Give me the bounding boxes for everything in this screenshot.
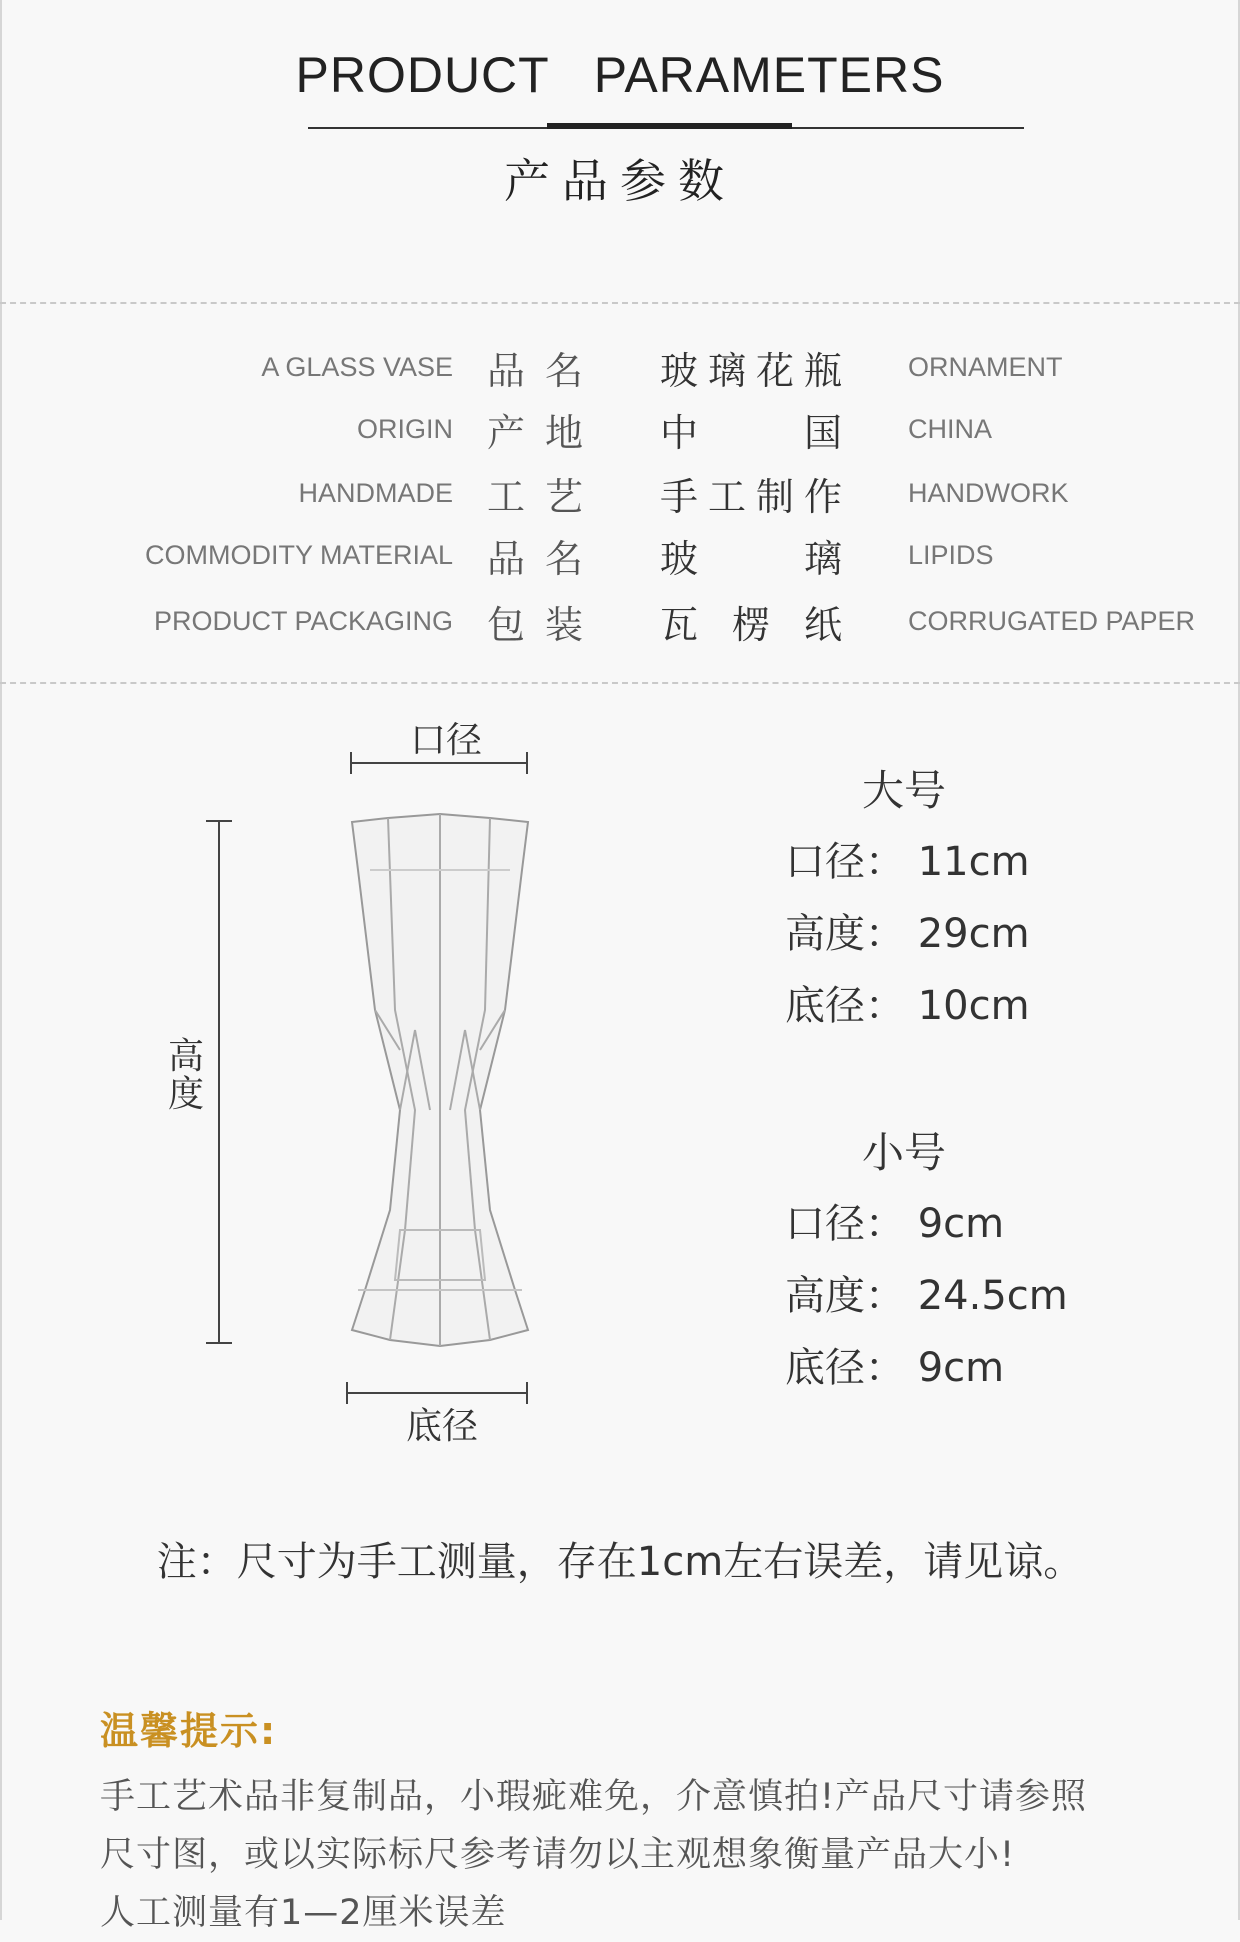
- param-value-char: 手: [660, 475, 699, 519]
- param-chinese-label: 品名: [487, 537, 604, 581]
- param-value-char: 瓶: [803, 349, 842, 393]
- size-small-height: 高度： 24.5cm: [785, 1273, 1068, 1319]
- param-row: [0, 594, 1240, 647]
- param-value-char: 璃: [707, 349, 746, 393]
- size-small-mouth: 口径： 9cm: [785, 1201, 1005, 1247]
- height-dimension-line: [218, 820, 220, 1344]
- param-chinese-value: [660, 466, 842, 521]
- param-chinese-value: [660, 402, 842, 457]
- param-value-char: 制: [755, 475, 794, 519]
- param-english-label: COMMODITY MATERIAL: [144, 540, 453, 570]
- dashed-divider-bottom: [0, 682, 1240, 684]
- param-value-char: 玻: [660, 537, 699, 581]
- param-english-value: LIPIDS: [908, 540, 994, 570]
- measurement-note: 注：尺寸为手工测量，存在1cm左右误差，请见谅。: [156, 1539, 1084, 1585]
- param-english-value: ORNAMENT: [908, 352, 1063, 382]
- title-english: PRODUCT PARAMETERS: [295, 47, 945, 103]
- param-english-label: PRODUCT PACKAGING: [153, 606, 453, 636]
- base-dimension-tick-right: [526, 1382, 528, 1404]
- param-row: [0, 528, 1240, 581]
- tips-line-2: 尺寸图，或以实际标尺参考请勿以主观想象衡量产品大小!: [100, 1835, 1016, 1875]
- tips-line-3: 人工测量有1—2厘米误差: [100, 1893, 507, 1933]
- param-value-char: 瓦: [660, 603, 699, 647]
- title-divider-accent: [547, 123, 792, 129]
- size-large-height: 高度： 29cm: [785, 911, 1030, 957]
- param-value-char: 楞: [731, 603, 770, 647]
- size-small-base: 底径： 9cm: [785, 1345, 1005, 1391]
- param-value-char: 玻: [660, 349, 699, 393]
- param-value-char: 国: [803, 411, 842, 455]
- param-row: [0, 466, 1240, 519]
- param-english-value: CORRUGATED PAPER: [908, 606, 1196, 636]
- base-dimension-label: 底径: [406, 1406, 479, 1447]
- param-chinese-label: 品名: [487, 349, 604, 393]
- param-chinese-value: [660, 340, 842, 395]
- param-english-label: A GLASS VASE: [261, 352, 453, 382]
- param-english-label: HANDMADE: [298, 478, 453, 508]
- param-chinese-label: 包装: [487, 603, 604, 647]
- glass-vase-illustration: [340, 810, 540, 1360]
- param-row: [0, 340, 1240, 393]
- param-chinese-label: 产地: [487, 411, 604, 455]
- param-value-char: 作: [803, 475, 842, 519]
- title-chinese: 产品参数: [504, 154, 736, 208]
- param-row: [0, 402, 1240, 455]
- height-dimension-tick-bottom: [206, 1342, 232, 1344]
- dashed-divider-top: [0, 302, 1240, 304]
- param-value-char: 璃: [803, 537, 842, 581]
- param-value-char: 纸: [803, 603, 842, 647]
- param-chinese-value: [660, 528, 842, 583]
- param-english-value: CHINA: [908, 414, 993, 444]
- param-value-char: 中: [660, 411, 699, 455]
- tips-text: [100, 1768, 1160, 1942]
- tips-line-1: 手工艺术品非复制品，小瑕疵难免，介意慎拍!产品尺寸请参照: [100, 1777, 1088, 1817]
- param-english-label: ORIGIN: [356, 414, 453, 444]
- size-large-title: 大号: [862, 766, 947, 815]
- mouth-dimension-label: 口径: [410, 720, 483, 761]
- mouth-dimension-line: [350, 762, 528, 764]
- size-small-title: 小号: [862, 1128, 947, 1177]
- param-chinese-label: 工艺: [487, 475, 604, 519]
- mouth-dimension-tick-left: [350, 752, 352, 774]
- height-dimension-tick-top: [206, 820, 232, 822]
- base-dimension-line: [346, 1392, 528, 1394]
- page-border-left: [0, 0, 2, 1920]
- param-chinese-value: [660, 594, 842, 649]
- tips-title: 温馨提示:: [100, 1709, 278, 1753]
- base-dimension-tick-left: [346, 1382, 348, 1404]
- param-value-char: 花: [755, 349, 794, 393]
- param-english-value: HANDWORK: [908, 478, 1069, 508]
- size-large-base: 底径： 10cm: [785, 983, 1030, 1029]
- mouth-dimension-tick-right: [526, 752, 528, 774]
- param-value-char: 工: [707, 475, 746, 519]
- height-dimension-label: 高度: [168, 1036, 205, 1115]
- size-large-mouth: 口径： 11cm: [785, 839, 1030, 885]
